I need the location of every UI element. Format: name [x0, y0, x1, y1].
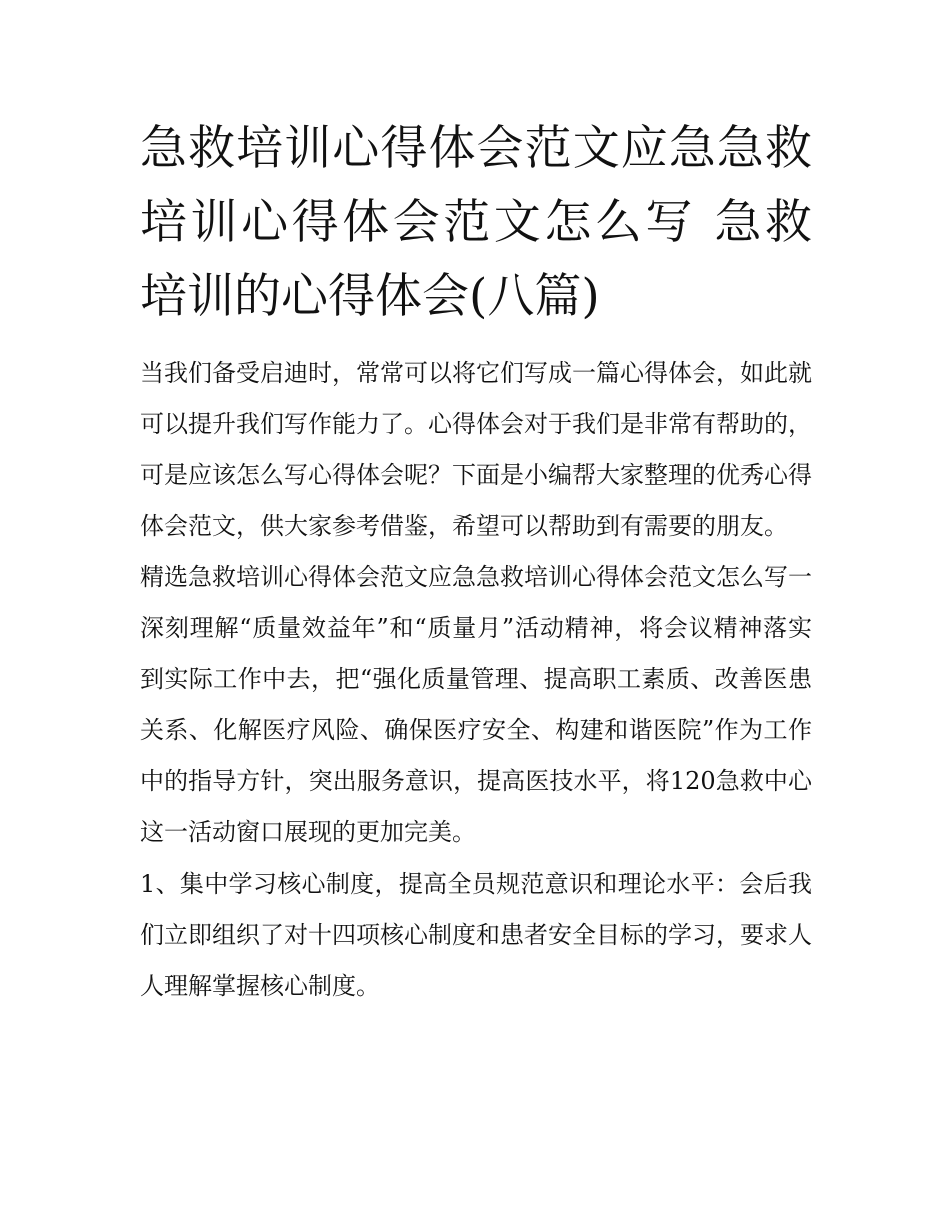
numbered-item: 1、集中学习核心制度，提高全员规范意识和理论水平：会后我们立即组织了对十四项核心制度和患者安全目标的学习，要求人人理解掌握核心制度。: [140, 870, 812, 1000]
body-paragraph: 深刻理解“质量效益年”和“质量月”活动精神，将会议精神落实到实际工作中去，把“强化质量管理、提高职工素质、改善医患关系、化解医疗风险、确保医疗安全、构建和谐医院”作为工作中的指导方针，突出服务意识，提高医技水平，将120急救中心这一活动窗口展现的更加完美。: [140, 614, 812, 846]
document-page: [140, 112, 812, 1012]
document-title: 急救培训心得体会范文应急急救培训心得体会范文怎么写 急救培训的心得体会(八篇): [140, 121, 812, 324]
section-heading: 精选急救培训心得体会范文应急急救培训心得体会范文怎么写一: [140, 563, 812, 591]
intro-paragraph: 当我们备受启迪时，常常可以将它们写成一篇心得体会，如此就可以提升我们写作能力了。心得体会对于我们是非常有帮助的，可是应该怎么写心得体会呢？下面是小编帮大家整理的优秀心得体会范文，供大家参考借鉴，希望可以帮助到有需要的朋友。: [140, 359, 812, 540]
